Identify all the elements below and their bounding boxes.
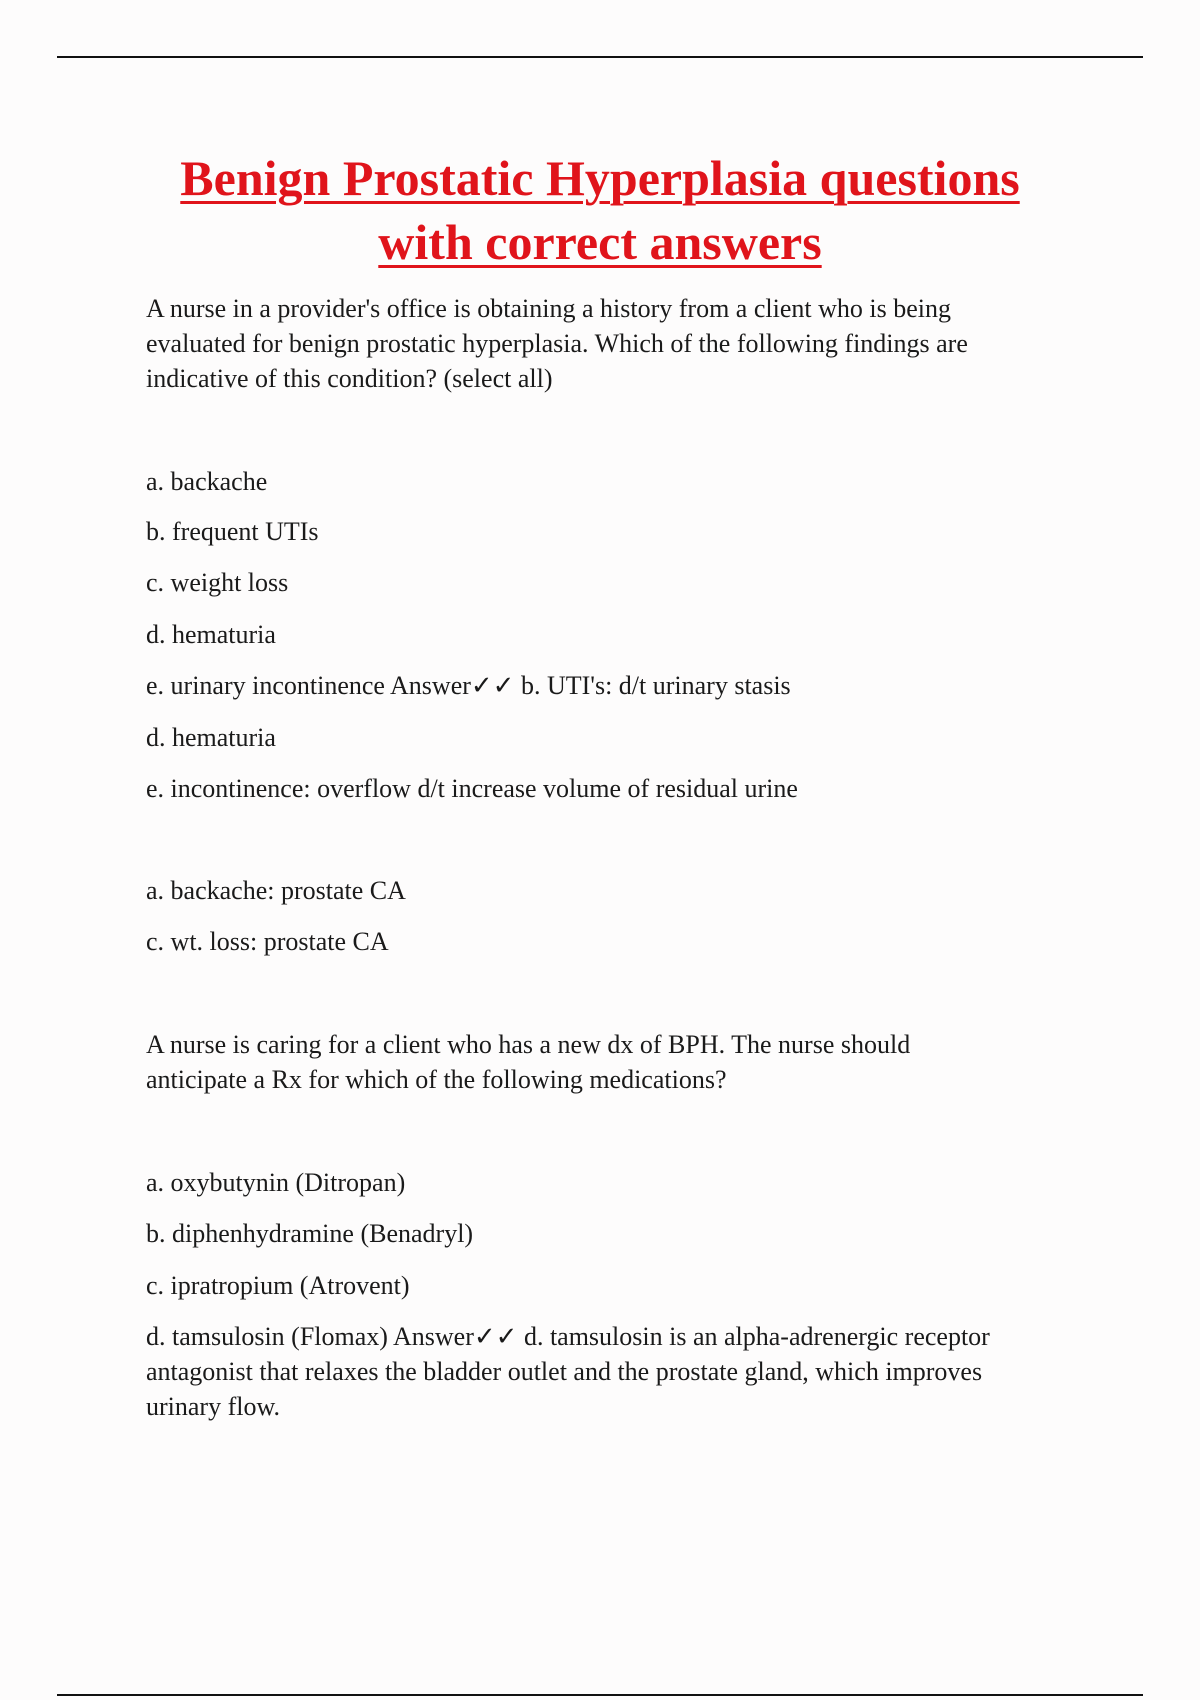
q2-option: b. diphenhydramine (Benadryl) <box>146 1219 474 1248</box>
q1-option: c. weight loss <box>146 568 289 597</box>
q1-option: b. frequent UTIs <box>146 517 319 546</box>
q2-option: a. oxybutynin (Ditropan) <box>146 1168 406 1197</box>
q2-option: c. ipratropium (Atrovent) <box>146 1271 410 1300</box>
q1-option: d. hematuria <box>146 620 276 649</box>
q1-answer-line: d. hematuria <box>146 723 276 752</box>
q2-question-line: anticipate a Rx for which of the following medications? <box>146 1065 727 1094</box>
q1-question-line: evaluated for benign prostatic hyperplasia. Which of the following findings are <box>146 329 968 358</box>
q2-option-with-answer: d. tamsulosin (Flomax) Answer✓✓ d. tamsulosin is an alpha-adrenergic receptor <box>146 1322 990 1351</box>
document-title-line-1: Benign Prostatic Hyperplasia questions <box>180 150 1020 206</box>
q1-answer-line: e. incontinence: overflow d/t increase volume of residual urine <box>146 774 798 803</box>
footer-rule <box>57 1694 1143 1696</box>
q2-answer-line: urinary flow. <box>146 1392 281 1421</box>
q1-option: a. backache <box>146 467 268 496</box>
q1-rationale-line: a. backache: prostate CA <box>146 876 406 905</box>
header-rule <box>57 56 1143 58</box>
q1-question-line: A nurse in a provider's office is obtaining a history from a client who is being <box>146 294 951 323</box>
q2-question-line: A nurse is caring for a client who has a new dx of BPH. The nurse should <box>146 1030 911 1059</box>
q1-rationale-line: c. wt. loss: prostate CA <box>146 927 389 956</box>
q1-option-with-answer: e. urinary incontinence Answer✓✓ b. UTI's: d/t urinary stasis <box>146 671 791 700</box>
q1-question-line: indicative of this condition? (select all) <box>146 364 553 393</box>
q2-answer-line: antagonist that relaxes the bladder outlet and the prostate gland, which improves <box>146 1357 983 1386</box>
document-title-line-2: with correct answers <box>378 214 822 270</box>
